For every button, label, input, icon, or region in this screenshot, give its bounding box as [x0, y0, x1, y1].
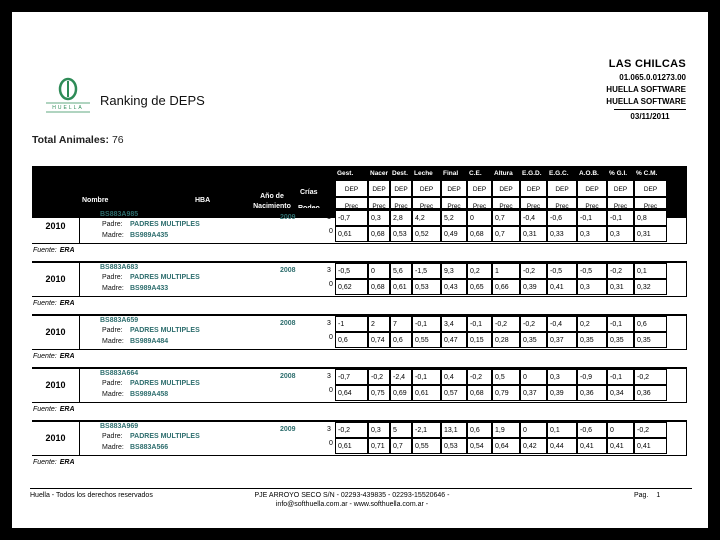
crias-count: 3 [327, 320, 331, 327]
prec-value: 0,69 [390, 385, 412, 401]
page-value: 1 [656, 492, 661, 499]
dep-value: -0,2 [368, 369, 390, 385]
source-value: ERA [59, 353, 75, 360]
prec-value: 0,35 [634, 332, 667, 348]
prec-value: 0,68 [368, 226, 390, 242]
prec-value: 0,64 [492, 438, 520, 454]
col-metric-name: Gest. [337, 170, 354, 177]
dep-value: 0,3 [368, 210, 390, 226]
birth-year: 2009 [280, 426, 296, 433]
dep-value: -0,4 [520, 210, 547, 226]
dep-value: 2,8 [390, 210, 412, 226]
record-source [33, 247, 75, 254]
prec-value: 0,53 [412, 279, 441, 295]
prec-value: 0,41 [634, 438, 667, 454]
dep-value: -0,2 [467, 369, 492, 385]
record-source [33, 459, 75, 466]
prec-value: 0,37 [520, 385, 547, 401]
dep-value: 0,1 [634, 263, 667, 279]
prec-value: 0,47 [441, 332, 467, 348]
prec-value: 0,35 [577, 332, 607, 348]
brand-wordmark: HUELLA [52, 105, 84, 111]
prec-value: 0,71 [368, 438, 390, 454]
col-metric-name: E.G.C. [549, 170, 569, 177]
dep-value: -0,2 [634, 369, 667, 385]
prec-value: 0,39 [547, 385, 577, 401]
prec-value: 0,7 [390, 438, 412, 454]
dep-value: 3,4 [441, 316, 467, 332]
birth-year: 2008 [280, 373, 296, 380]
dep-value: 0 [368, 263, 390, 279]
dep-value: -0,1 [607, 210, 634, 226]
dep-value: -0,1 [412, 369, 441, 385]
dep-value: -0,6 [547, 210, 577, 226]
crias-count: 1 [327, 214, 331, 221]
col-dep-label: DEP [492, 180, 520, 197]
dep-value: 1,9 [492, 422, 520, 438]
col-prec-label: Prec [390, 197, 412, 214]
prec-value: 0,68 [368, 279, 390, 295]
prec-value: 0,55 [412, 332, 441, 348]
dep-value: 0 [467, 210, 492, 226]
prec-value: 0,74 [368, 332, 390, 348]
software-line-2: HUELLA SOFTWARE [606, 97, 686, 106]
rodeo-value: 0 [329, 334, 333, 341]
madre-value: BS883A566 [130, 444, 169, 451]
total-label: Total Animales: [32, 134, 110, 146]
dep-value: -0,1 [607, 369, 634, 385]
crias-count: 3 [327, 373, 331, 380]
col-prec-label: Prec [634, 197, 667, 214]
record-year: 2010 [32, 314, 80, 350]
dep-value: 0 [520, 369, 547, 385]
prec-value: 0,79 [492, 385, 520, 401]
col-hba: HBA [195, 197, 211, 204]
col-dep-label: DEP [335, 180, 368, 197]
record-source [33, 353, 75, 360]
col-metric-name: Dest. [392, 170, 408, 177]
madre-value: BS989A458 [130, 391, 169, 398]
col-dep-label: DEP [607, 180, 634, 197]
footer-contact [222, 491, 482, 509]
madre-value: BS989A433 [130, 285, 169, 292]
animal-record [32, 314, 687, 350]
col-metric-name: C.E. [469, 170, 482, 177]
prec-value: 0,68 [467, 226, 492, 242]
dep-value: 5 [390, 422, 412, 438]
dep-value: 5,6 [390, 263, 412, 279]
col-dep-label: DEP [634, 180, 667, 197]
dep-value: 0,2 [467, 263, 492, 279]
prec-value: 0,6 [390, 332, 412, 348]
prec-value: 0,57 [441, 385, 467, 401]
prec-value: 0,39 [520, 279, 547, 295]
dep-value: -0,2 [607, 263, 634, 279]
padre-label: Padre: [102, 327, 123, 334]
prec-value: 0,53 [441, 438, 467, 454]
report-date: 03/11/2011 [614, 109, 686, 121]
prec-value: 0,31 [520, 226, 547, 242]
prec-value: 0,36 [577, 385, 607, 401]
prec-value: 0,43 [441, 279, 467, 295]
col-prec-label: Prec [368, 197, 390, 214]
page-number [634, 492, 660, 499]
prec-value: 0,41 [607, 438, 634, 454]
animal-record [32, 420, 687, 456]
prec-value: 0,68 [467, 385, 492, 401]
col-metric-name: % G.I. [609, 170, 628, 177]
birth-year: 2008 [280, 320, 296, 327]
prec-value: 0,31 [607, 279, 634, 295]
record-year: 2010 [32, 420, 80, 456]
col-dep-label: DEP [390, 180, 412, 197]
col-crias: Crías [300, 189, 318, 196]
col-prec-label: Prec [547, 197, 577, 214]
dep-value: 0,1 [547, 422, 577, 438]
dep-value: 0,3 [547, 369, 577, 385]
prec-value: 0,3 [577, 226, 607, 242]
prec-value: 0,28 [492, 332, 520, 348]
source-label: Fuente: [33, 459, 57, 466]
crias-count: 3 [327, 426, 331, 433]
prec-value: 0,37 [547, 332, 577, 348]
padre-value: PADRES MULTIPLES [130, 380, 200, 387]
col-dep-label: DEP [368, 180, 390, 197]
col-dep-label: DEP [441, 180, 467, 197]
crias-count: 3 [327, 267, 331, 274]
col-prec-label: Prec [520, 197, 547, 214]
huella-logo-icon [42, 76, 94, 114]
footer-copyright: Huella - Todos los derechos reservados [30, 492, 153, 499]
dep-value: 2 [368, 316, 390, 332]
prec-value: 0,61 [412, 385, 441, 401]
dep-value: 0 [607, 422, 634, 438]
dep-value: -0,2 [492, 316, 520, 332]
madre-value: BS989A484 [130, 338, 169, 345]
rodeo-value: 0 [329, 281, 333, 288]
rodeo-value: 0 [329, 387, 333, 394]
source-value: ERA [59, 247, 75, 254]
dep-value: -0,2 [335, 422, 368, 438]
dep-value: 0,8 [634, 210, 667, 226]
animal-record [32, 208, 687, 244]
footer-address: PJE ARROYO SECO S/N - 02293-439835 - 02293-15520646 - [254, 492, 450, 499]
madre-label: Madre: [102, 338, 124, 345]
prec-value: 0,15 [467, 332, 492, 348]
col-metric-name: Altura [494, 170, 513, 177]
dep-value: 0,3 [368, 422, 390, 438]
prec-value: 0,36 [634, 385, 667, 401]
prec-value: 0,62 [335, 279, 368, 295]
padre-label: Padre: [102, 433, 123, 440]
col-prec-label: Prec [492, 197, 520, 214]
header-info [526, 58, 686, 121]
dep-value: 4,2 [412, 210, 441, 226]
dep-value: 0,2 [577, 316, 607, 332]
prec-value: 0,75 [368, 385, 390, 401]
animal-record [32, 261, 687, 297]
padre-value: PADRES MULTIPLES [130, 274, 200, 281]
dep-value: -0,2 [520, 263, 547, 279]
prec-value: 0,61 [335, 438, 368, 454]
madre-label: Madre: [102, 285, 124, 292]
padre-label: Padre: [102, 274, 123, 281]
birth-year: 2009 [280, 214, 296, 221]
page-label: Pag. [634, 492, 649, 499]
dep-value: 5,2 [441, 210, 467, 226]
record-source [33, 406, 75, 413]
padre-label: Padre: [102, 221, 123, 228]
birth-year: 2008 [280, 267, 296, 274]
dep-value: 0,5 [492, 369, 520, 385]
prec-value: 0,61 [335, 226, 368, 242]
animal-code: BS883A969 [100, 423, 139, 430]
col-prec-label: Prec [467, 197, 492, 214]
padre-value: PADRES MULTIPLES [130, 433, 200, 440]
col-metric-name: Leche [414, 170, 433, 177]
col-dep-label: DEP [547, 180, 577, 197]
dep-value: -2,1 [412, 422, 441, 438]
dep-value: 0,7 [492, 210, 520, 226]
col-dep-label: DEP [577, 180, 607, 197]
prec-value: 0,64 [335, 385, 368, 401]
dep-value: -1 [335, 316, 368, 332]
dep-value: -0,4 [547, 316, 577, 332]
prec-value: 0,65 [467, 279, 492, 295]
prec-value: 0,6 [335, 332, 368, 348]
col-prec-label: Prec [412, 197, 441, 214]
prec-value: 0,3 [607, 226, 634, 242]
col-rodeo: Rodeo [298, 205, 320, 212]
animal-record [32, 367, 687, 403]
source-label: Fuente: [33, 353, 57, 360]
animal-code: BS883A683 [100, 264, 139, 271]
report-title: Ranking de DEPS [100, 93, 205, 108]
col-nacimiento-line1: Año de [260, 193, 284, 200]
dep-value: -0,5 [335, 263, 368, 279]
dep-value: 9,3 [441, 263, 467, 279]
source-value: ERA [59, 459, 75, 466]
farm-code: 01.065.0.01273.00 [619, 73, 686, 82]
prec-value: 0,61 [390, 279, 412, 295]
record-year: 2010 [32, 261, 80, 297]
prec-value: 0,53 [390, 226, 412, 242]
prec-value: 0,41 [577, 438, 607, 454]
col-metric-name: E.G.D. [522, 170, 542, 177]
farm-name: LAS CHILCAS [608, 58, 686, 70]
dep-value: 1 [492, 263, 520, 279]
prec-value: 0,54 [467, 438, 492, 454]
prec-value: 0,66 [492, 279, 520, 295]
dep-value: -0,2 [520, 316, 547, 332]
madre-value: BS989A435 [130, 232, 169, 239]
source-value: ERA [59, 300, 75, 307]
dep-value: -0,5 [577, 263, 607, 279]
prec-value: 0,35 [607, 332, 634, 348]
col-prec-label: Prec [335, 197, 368, 214]
col-prec-label: Prec [441, 197, 467, 214]
dep-value: -0,6 [577, 422, 607, 438]
record-year: 2010 [32, 367, 80, 403]
report-page [12, 12, 708, 528]
dep-value: -1,5 [412, 263, 441, 279]
dep-value: -0,1 [467, 316, 492, 332]
padre-value: PADRES MULTIPLES [130, 221, 200, 228]
col-prec-label: Prec [577, 197, 607, 214]
total-animals [32, 134, 124, 146]
dep-value: -0,1 [577, 210, 607, 226]
dep-value: 0,6 [634, 316, 667, 332]
dep-value: 0 [520, 422, 547, 438]
dep-value: 13,1 [441, 422, 467, 438]
total-value: 76 [111, 134, 124, 146]
col-dep-label: DEP [412, 180, 441, 197]
col-metric-name: Nacer [370, 170, 389, 177]
prec-value: 0,49 [441, 226, 467, 242]
col-metric-name: % C.M. [636, 170, 658, 177]
dep-value: -0,1 [412, 316, 441, 332]
col-nombre: Nombre [82, 197, 109, 204]
prec-value: 0,32 [634, 279, 667, 295]
source-value: ERA [59, 406, 75, 413]
padre-label: Padre: [102, 380, 123, 387]
dep-value: -0,7 [335, 369, 368, 385]
dep-value: -0,7 [335, 210, 368, 226]
prec-value: 0,3 [577, 279, 607, 295]
madre-label: Madre: [102, 232, 124, 239]
record-year: 2010 [32, 208, 80, 244]
dep-value: -2,4 [390, 369, 412, 385]
madre-label: Madre: [102, 444, 124, 451]
col-metric-name: A.O.B. [579, 170, 599, 177]
prec-value: 0,41 [547, 279, 577, 295]
source-label: Fuente: [33, 300, 57, 307]
prec-value: 0,33 [547, 226, 577, 242]
dep-value: -0,2 [634, 422, 667, 438]
prec-value: 0,44 [547, 438, 577, 454]
prec-value: 0,55 [412, 438, 441, 454]
col-dep-label: DEP [520, 180, 547, 197]
dep-value: 0,4 [441, 369, 467, 385]
source-label: Fuente: [33, 247, 57, 254]
footer-divider [30, 488, 692, 489]
footer-web: info@softhuella.com.ar - www.softhuella.com.ar - [275, 501, 429, 508]
prec-value: 0,7 [492, 226, 520, 242]
prec-value: 0,35 [520, 332, 547, 348]
software-line-1: HUELLA SOFTWARE [606, 85, 686, 94]
dep-value: 0,6 [467, 422, 492, 438]
prec-value: 0,31 [634, 226, 667, 242]
col-nacimiento-line2: Nacimiento [253, 203, 291, 210]
animal-code: BS883A659 [100, 317, 139, 324]
dep-value: -0,5 [547, 263, 577, 279]
col-metric-name: Final [443, 170, 459, 177]
rodeo-value: 0 [329, 440, 333, 447]
rodeo-value: 0 [329, 228, 333, 235]
prec-value: 0,34 [607, 385, 634, 401]
source-label: Fuente: [33, 406, 57, 413]
prec-value: 0,52 [412, 226, 441, 242]
col-prec-label: Prec [607, 197, 634, 214]
dep-value: 7 [390, 316, 412, 332]
animal-code: BS883A985 [100, 211, 139, 218]
padre-value: PADRES MULTIPLES [130, 327, 200, 334]
dep-value: -0,1 [607, 316, 634, 332]
record-source [33, 300, 75, 307]
animal-code: BS883A664 [100, 370, 139, 377]
dep-value: -0,9 [577, 369, 607, 385]
prec-value: 0,42 [520, 438, 547, 454]
col-dep-label: DEP [467, 180, 492, 197]
madre-label: Madre: [102, 391, 124, 398]
